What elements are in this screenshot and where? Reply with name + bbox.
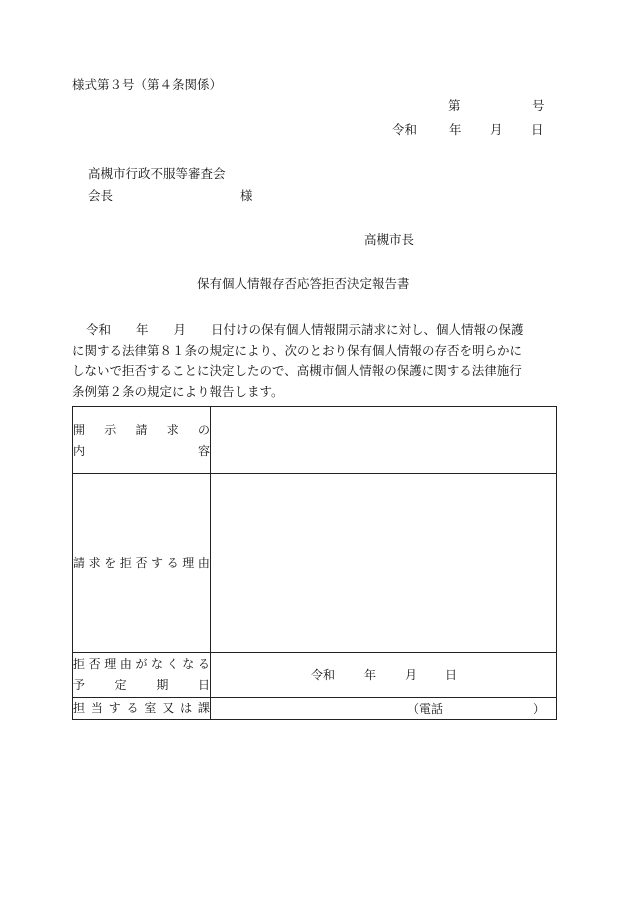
label-char: す — [151, 555, 164, 570]
label-char: 課 — [197, 701, 210, 715]
label-request-content — [73, 407, 211, 474]
table-row-request-content — [73, 407, 557, 474]
label-char: 理 — [182, 555, 195, 570]
label-char: な — [151, 657, 164, 671]
label-char: 拒 — [73, 657, 86, 671]
date-era: 令和 — [392, 122, 418, 137]
document-title: 保有個人情報存否応答拒否決定報告書 — [197, 276, 410, 291]
form-number: 様式第３号（第４条関係） — [72, 77, 223, 92]
label-char: る — [166, 555, 179, 570]
label-char: 請 — [135, 423, 148, 437]
value-expected-date[interactable] — [211, 653, 557, 698]
label-char: 請 — [73, 555, 86, 570]
label-department — [73, 698, 211, 720]
doc-number-prefix: 第 — [448, 98, 461, 113]
label-char: る — [197, 657, 210, 671]
label-char: 否 — [88, 657, 101, 671]
body-line-1: 令和 年 月 日付けの保有個人情報開示請求に対し、個人情報の保護 — [86, 322, 524, 337]
body-line-3: しないで拒否することに決定したので、高槻市個人情報の保護に関する法律施行 — [72, 363, 522, 378]
value-refusal-reason[interactable] — [211, 474, 557, 653]
label-char: 室 — [144, 701, 157, 715]
addressee-title: 会長 — [88, 188, 114, 203]
value-department[interactable] — [211, 698, 557, 720]
label-char: 否 — [135, 555, 148, 570]
label-char: 求 — [166, 423, 179, 437]
label-char: 由 — [197, 555, 210, 570]
label-char: 又 — [162, 701, 175, 715]
expected-date-day: 日 — [445, 668, 458, 682]
label-char: 拒 — [119, 555, 132, 570]
label-char: 定 — [114, 678, 127, 692]
label-char: の — [197, 423, 210, 437]
date-year: 年 — [449, 122, 462, 137]
body-line-2: に関する法律第８１条の規定により、次のとおり保有個人情報の存否を明らかに — [72, 342, 523, 358]
expected-date-era: 令和 — [311, 668, 336, 682]
label-char: 担 — [73, 701, 86, 715]
body-paragraph — [72, 320, 562, 402]
body-line-4: 条例第２条の規定により報告します。 — [72, 383, 284, 399]
label-char: 期 — [156, 678, 169, 692]
label-char: を — [104, 555, 117, 570]
doc-number-suffix: 号 — [532, 98, 545, 113]
table-row-expected-date — [73, 653, 557, 698]
phone-close: ） — [533, 701, 546, 716]
label-char: 日 — [197, 678, 210, 692]
label-char: 求 — [88, 555, 101, 570]
report-table — [72, 406, 557, 720]
phone-label: （電話 — [407, 701, 444, 716]
label-char: く — [166, 657, 179, 671]
label-refusal-reason — [73, 474, 211, 653]
table-row-department — [73, 698, 557, 720]
date-month: 月 — [490, 122, 503, 137]
label-char: 示 — [104, 423, 117, 437]
label-char: 当 — [90, 701, 103, 715]
label-char: は — [180, 701, 193, 715]
expected-date-year: 年 — [364, 668, 377, 682]
date-day: 日 — [531, 122, 544, 137]
label-char: 内 — [73, 444, 86, 458]
expected-date-month: 月 — [405, 668, 418, 682]
label-char: 予 — [73, 678, 86, 692]
label-char: な — [182, 657, 195, 671]
label-char: 容 — [197, 444, 210, 458]
table-row-refusal-reason — [73, 474, 557, 653]
addressee-honorific: 様 — [240, 188, 253, 203]
sender: 高槻市長 — [364, 232, 415, 247]
label-char: が — [135, 657, 148, 671]
label-expected-date — [73, 653, 211, 698]
value-request-content[interactable] — [211, 407, 557, 474]
label-char: 由 — [119, 657, 132, 671]
label-char: 理 — [104, 657, 117, 671]
label-char: る — [126, 701, 139, 715]
addressee-org: 高槻市行政不服等審査会 — [88, 166, 226, 181]
label-char: 開 — [73, 423, 86, 437]
label-char: す — [108, 701, 121, 715]
